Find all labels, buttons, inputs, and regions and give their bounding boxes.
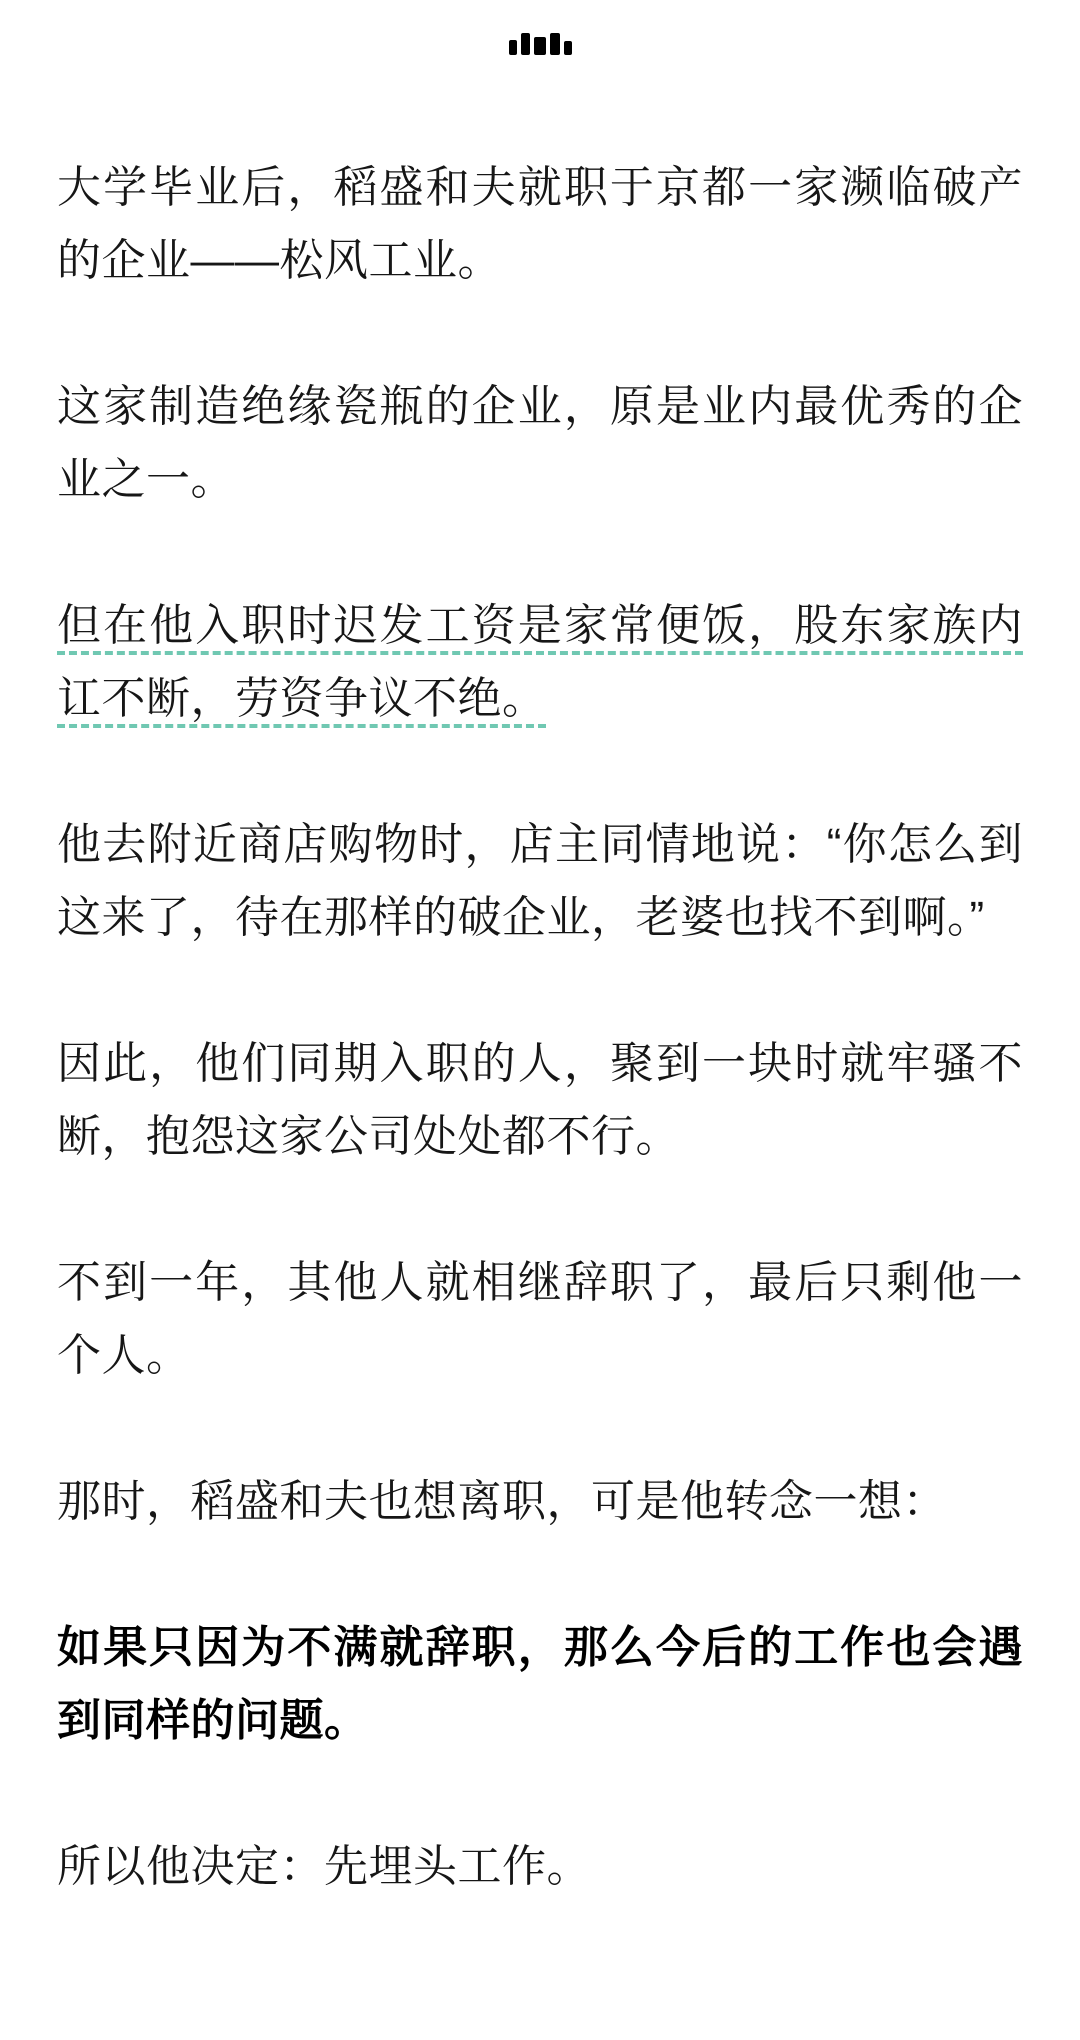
article-paragraph-8-bold: 如果只因为不满就辞职，那么今后的工作也会遇到同样的问题。: [57, 1623, 1023, 1745]
equalizer-bars-icon: [0, 33, 1080, 55]
article-paragraph-3: [57, 589, 1023, 735]
article-paragraph-5: 因此，他们同期入职的人，聚到一块时就牢骚不断，抱怨这家公司处处都不行。: [57, 1039, 1023, 1161]
article-paragraph-4: 他去附近商店购物时，店主同情地说：“你怎么到这来了，待在那样的破企业，老婆也找不到啊。”: [57, 820, 1023, 942]
article-paragraph-2: 这家制造绝缘瓷瓶的企业，原是业内最优秀的企业之一。: [57, 382, 1023, 504]
article-paragraph-6: 不到一年，其他人就相继辞职了，最后只剩他一个人。: [57, 1258, 1023, 1380]
article-paragraph-9: 所以他决定：先埋头工作。: [57, 1842, 591, 1891]
equalizer-bar: [509, 40, 517, 55]
highlighted-underlined-text: 但在他入职时迟发工资是家常便饭，股东家族内讧不断，劳资争议不绝。: [57, 601, 1023, 723]
article-paragraph-7: 那时，稻盛和夫也想离职，可是他转念一想：: [57, 1477, 947, 1526]
equalizer-bar: [534, 37, 546, 55]
article-body: [0, 151, 1080, 1903]
equalizer-bar: [550, 33, 560, 55]
equalizer-bar: [521, 33, 530, 55]
equalizer-bar: [564, 41, 572, 55]
article-paragraph-1: 大学毕业后，稻盛和夫就职于京都一家濒临破产的企业——松风工业。: [57, 163, 1023, 285]
